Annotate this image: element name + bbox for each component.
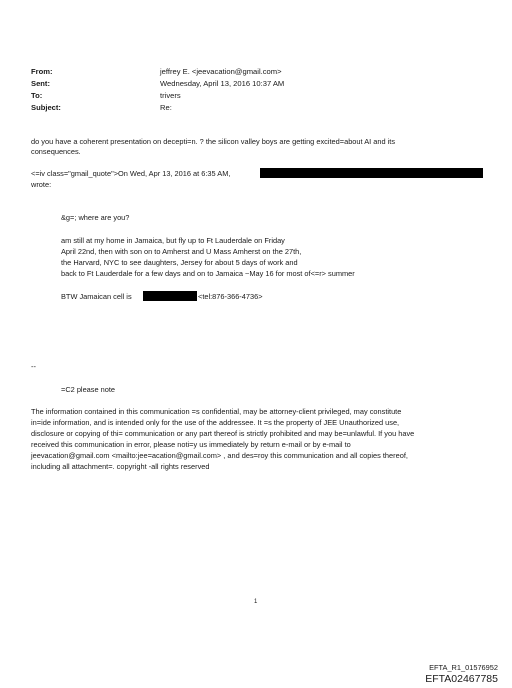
disclaimer-line-2: in=ide information, and is intended only for the use of the addressee. It =s the property of JEE Unauthorized use, bbox=[31, 418, 400, 427]
please-note-line: =C2 please note bbox=[61, 385, 116, 394]
disclaimer-line-1: The information contained in this communication =s confidential, may be attorney-client privileged, may constitute bbox=[31, 407, 402, 416]
header-sent-row bbox=[31, 79, 491, 89]
quoted-line-4: the Harvard, NYC to see daughters, Jersey for about 5 days of work and bbox=[61, 258, 298, 267]
header-from-row bbox=[31, 67, 491, 77]
sent-label: Sent: bbox=[31, 79, 50, 88]
quoted-line-2: am still at my home in Jamaica, but fly up to Ft Lauderdale on Friday bbox=[61, 236, 285, 245]
btw-line-suffix: <tel:876-366-4736> bbox=[198, 292, 263, 301]
subject-label: Subject: bbox=[31, 103, 61, 112]
quote-header-line-2: wrote: bbox=[31, 180, 52, 189]
footer-id-large: EFTA02467785 bbox=[425, 673, 498, 685]
disclaimer-line-5: jeevacation@gmail.com <mailto:jee=acation@gmail.com> , and des=roy this communication and all copies thereof, bbox=[31, 451, 408, 460]
header-to-row bbox=[31, 91, 491, 101]
signature-dashes: -- bbox=[31, 362, 36, 371]
to-label: To: bbox=[31, 91, 43, 100]
disclaimer-line-3: disclosure or copying of thi= communication or any part thereof is strictly prohibited and may be=unlawful. If you have bbox=[31, 429, 415, 438]
disclaimer-line-6: including all attachment=. copyright -all rights reserved bbox=[31, 462, 210, 471]
redaction-bar-email bbox=[260, 168, 483, 178]
quoted-line-3: April 22nd, then with son on to Amherst and U Mass Amherst on the 27th, bbox=[61, 247, 302, 256]
body-line-1: do you have a coherent presentation on decepti=n. ? the silicon valley boys are getting excited=about AI and its bbox=[31, 137, 396, 146]
btw-line-prefix: BTW Jamaican cell is bbox=[61, 292, 132, 301]
header-subject-row bbox=[31, 103, 491, 113]
redaction-bar-phone bbox=[143, 291, 197, 301]
from-label: From: bbox=[31, 67, 53, 76]
page-number: 1 bbox=[254, 599, 258, 605]
subject-value: Re: bbox=[160, 103, 172, 112]
footer-id-small: EFTA_R1_01576952 bbox=[429, 663, 498, 672]
disclaimer-line-4: received this communication in error, please noti=y us immediately by return e-mail or by e-mail to bbox=[31, 440, 351, 449]
quote-header-line-1: <=iv class="gmail_quote">On Wed, Apr 13, 2016 at 6:35 AM, bbox=[31, 169, 231, 178]
to-value: trivers bbox=[160, 91, 181, 100]
quoted-line-where: &g=; where are you? bbox=[61, 213, 130, 222]
from-value: jeffrey E. <jeevacation@gmail.com> bbox=[160, 67, 282, 76]
quoted-line-5: back to Ft Lauderdale for a few days and on to Jamaica ~May 16 for most of<=r> summer bbox=[61, 269, 355, 278]
body-line-2: consequences. bbox=[31, 147, 81, 156]
sent-value: Wednesday, April 13, 2016 10:37 AM bbox=[160, 79, 285, 88]
